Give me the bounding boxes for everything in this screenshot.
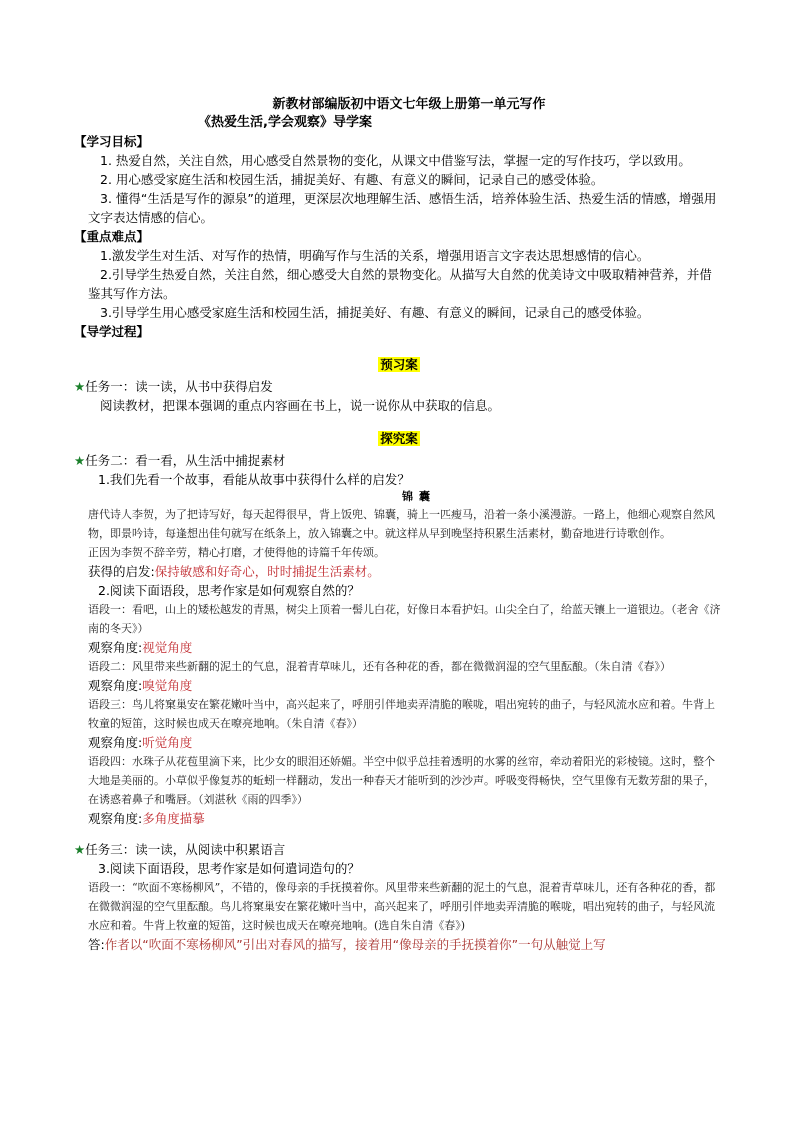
observation-angle: 观察角度:听觉角度	[88, 735, 193, 750]
observation-angle: 观察角度:嗅觉角度	[88, 678, 193, 693]
passage-one: 语段一：看吧，山上的矮松越发的青黑，树尖上顶着一髻儿白花，好像日本看护妇。山尖全白了，给蓝天镶上一道银边。（老舍《济南的冬天》）	[88, 603, 721, 635]
question-two: 2.阅读下面语段，思考作家是如何观察自然的？	[98, 583, 360, 598]
story-paragraph: 正因为李贺不辞辛劳，精心打磨，才使得他的诗篇千年传颂。	[88, 546, 385, 559]
objectives-heading: 【学习目标】	[74, 134, 150, 149]
insight-line: 获得的启发:保持敏感和好奇心，时时捕捉生活素材。	[88, 564, 380, 579]
passage-three-one: 语段一：“吹面不寒杨柳风”，不错的，像母亲的手抚摸着你。风里带来些新翻的泥土的气息，混着青草味儿，还有各种花的香，都在微微润湿的空气里酝酿。鸟儿将窠巢安在繁花嫩叶当中，高兴起来了，呼朋引伴地卖弄清脆的喉咙，唱出宛转的曲子，与轻风流水应和着。牛背上牧童的短笛，这时候也成天在嘹亮地响。(选自朱自清《春》)	[88, 881, 716, 932]
document-title: 新教材部编版初中语文七年级上册第一单元写作	[272, 97, 546, 112]
document-subtitle: 《热爱生活,学会观察》导学案	[198, 115, 372, 130]
keypoint-item: 3.引导学生用心感受家庭生活和校园生活，捕捉美好、有趣、有意义的瞬间，记录自己的感受体验。	[100, 305, 650, 320]
task-one-title: ★任务一：读一读，从书中获得启发	[74, 379, 273, 394]
explore-tag: 探究案	[380, 431, 418, 446]
answer-text: 作者以“吹面不寒杨柳风”引出对春风的描写，接着用“像母亲的手抚摸着你”一句从触觉上写	[104, 937, 606, 952]
question-three: 3.阅读下面语段，思考作家是如何遣词造句的？	[98, 861, 360, 876]
objective-item: 3. 懂得“生活是写作的源泉”的道理，更深层次地理解生活、感悟生活，培养体验生活、热爱生活的情感，增强用文字表达情感的信心。	[88, 191, 717, 225]
passage-three: 语段三：鸟儿将窠巢安在繁花嫩叶当中，高兴起来了，呼朋引伴地卖弄清脆的喉咙，唱出宛转的曲子，与轻风流水应和着。牛背上牧童的短笛，这时候也成天在嘹亮地响。（朱自清《春》）	[88, 698, 715, 730]
story-title: 锦囊	[402, 490, 436, 503]
star-icon: ★	[74, 379, 86, 394]
keypoints-heading: 【重点难点】	[74, 229, 150, 244]
task-three-title: ★任务三：读一读，从阅读中积累语言	[74, 842, 286, 857]
objective-item: 1. 热爱自然，关注自然，用心感受自然景物的变化，从课文中借鉴写法，掌握一定的写作技巧，学以致用。	[100, 153, 691, 168]
passage-two: 语段二：风里带来些新翻的泥土的气息，混着青草味儿，还有各种花的香，都在微微润湿的空气里酝酿。（朱自清《春》）	[88, 660, 671, 673]
task-one-text: 阅读教材，把课本强调的重点内容画在书上，说一说你从中获取的信息。	[100, 398, 501, 413]
preview-tag: 预习案	[380, 357, 418, 372]
insight-answer: 保持敏感和好奇心，时时捕捉生活素材。	[154, 564, 380, 579]
process-heading: 【导学过程】	[74, 324, 150, 339]
keypoint-item: 2.引导学生热爱自然，关注自然，细心感受大自然的景物变化。从描写大自然的优美诗文中吸取精神营养，并借鉴其写作方法。	[88, 267, 712, 301]
star-icon: ★	[74, 842, 86, 857]
question-one: 1.我们先看一个故事，看能从故事中获得什么样的启发？	[98, 472, 410, 487]
document-page	[74, 96, 724, 954]
story-paragraph: 唐代诗人李贺，为了把诗写好，每天起得很早，背上饭兜、锦囊，骑上一匹瘦马，沿着一条小溪漫游。一路上，他细心观察自然风物，即景吟诗，每逢想出佳句就写在纸条上，放入锦囊之中。就这样从早到晚坚持积累生活素材，勤奋地进行诗歌创作。	[88, 508, 715, 540]
objective-item: 2. 用心感受家庭生活和校园生活，捕捉美好、有趣、有意义的瞬间，记录自己的感受体验。	[100, 172, 604, 187]
observation-angle: 观察角度:多角度描摹	[88, 811, 205, 826]
task-two-title: ★任务二：看一看，从生活中捕捉素材	[74, 453, 286, 468]
passage-four: 语段四：水珠子从花苞里滴下来，比少女的眼泪还娇媚。半空中似乎总挂着透明的水雾的丝帘，牵动着阳光的彩棱镜。这时，整个大地是美丽的。小草似乎像复苏的蚯蚓一样翻动，发出一种春天才能听到的沙沙声。呼吸变得畅快，空气里像有无数芳甜的果子，在诱惑着鼻子和嘴唇。（刘湛秋《雨的四季》）	[88, 755, 715, 806]
keypoint-item: 1.激发学生对生活、对写作的热情，明确写作与生活的关系，增强用语言文字表达思想感情的信心。	[100, 248, 650, 263]
star-icon: ★	[74, 453, 86, 468]
answer-line: 答:作者以“吹面不寒杨柳风”引出对春风的描写，接着用“像母亲的手抚摸着你”一句从触觉上写	[88, 937, 606, 952]
observation-angle: 观察角度:视觉角度	[88, 640, 193, 655]
